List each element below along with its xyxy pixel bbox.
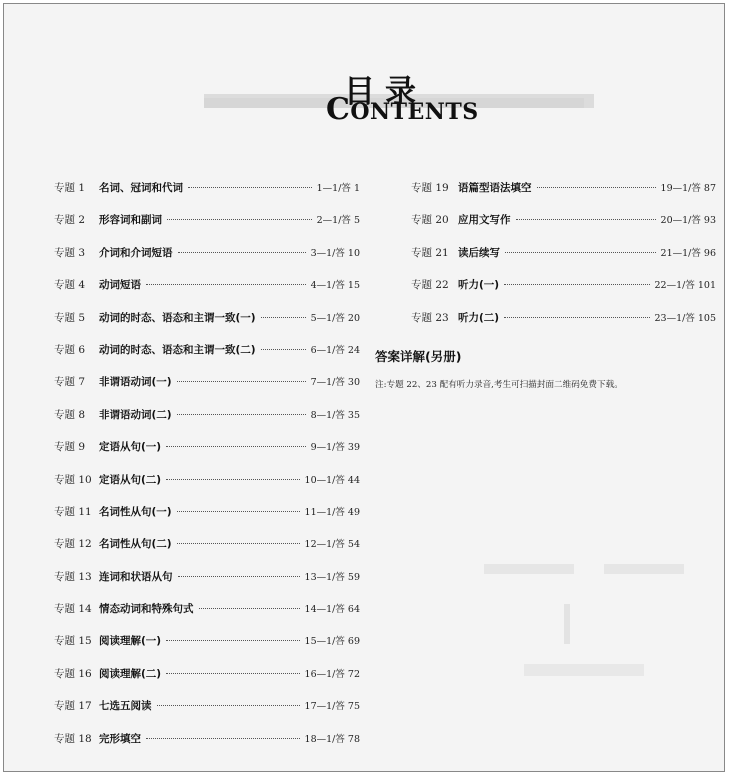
topic-title: 定语从句(一) <box>99 441 162 454</box>
toc-entry <box>411 212 716 244</box>
toc-entry <box>54 601 360 633</box>
topic-number: 专题 21 <box>411 246 449 259</box>
topic-title: 名词性从句(一) <box>99 505 172 518</box>
toc-entry <box>411 245 716 277</box>
topic-number: 专题 1 <box>54 182 86 194</box>
show-through-block <box>524 664 644 676</box>
topic-number: 专题 5 <box>54 311 86 324</box>
topic-number: 专题 9 <box>54 441 86 454</box>
toc-entry <box>54 245 360 277</box>
toc-entry <box>54 504 360 536</box>
topic-title: 情态动词和特殊句式 <box>99 603 194 616</box>
dot-leader <box>516 219 656 220</box>
show-through-block <box>484 564 574 574</box>
page-reference: 9—1/答 39 <box>310 442 360 454</box>
dot-leader <box>166 479 299 480</box>
title-english-rest: ONTENTS <box>350 99 479 125</box>
dot-leader <box>178 252 306 253</box>
dot-leader <box>177 381 306 382</box>
page-reference: 23—1/答 105 <box>654 312 716 324</box>
topic-title: 非谓语动词(二) <box>99 408 172 421</box>
page-reference: 18—1/答 78 <box>304 733 360 745</box>
topic-number: 专题 13 <box>54 570 92 583</box>
page-reference: 6—1/答 24 <box>310 344 360 356</box>
topic-title: 语篇型语法填空 <box>458 182 532 194</box>
toc-entry <box>54 310 360 342</box>
topic-title: 听力(二) <box>458 311 500 324</box>
toc-entry <box>54 633 360 665</box>
topic-number: 专题 2 <box>54 214 86 227</box>
topic-title: 连词和状语从句 <box>99 570 173 583</box>
toc-entry <box>411 277 716 309</box>
dot-leader <box>505 252 656 253</box>
topic-number: 专题 18 <box>54 732 92 745</box>
page-reference: 4—1/答 15 <box>310 280 360 292</box>
topic-title: 完形填空 <box>99 732 141 745</box>
dot-leader <box>146 738 300 739</box>
topic-number: 专题 23 <box>411 311 449 324</box>
topic-number: 专题 8 <box>54 408 86 421</box>
show-through-block <box>564 604 570 644</box>
topic-title: 读后续写 <box>458 246 500 259</box>
page-reference: 22—1/答 101 <box>654 280 716 292</box>
topic-number: 专题 11 <box>54 505 92 518</box>
page-reference: 11—1/答 49 <box>304 506 360 518</box>
topic-title: 动词的时态、语态和主谓一致(二) <box>99 343 256 356</box>
dot-leader <box>166 640 299 641</box>
topic-number: 专题 20 <box>411 214 449 227</box>
topic-title: 七选五阅读 <box>99 700 152 713</box>
toc-entry <box>54 536 360 568</box>
toc-entry <box>411 310 716 342</box>
topic-title: 定语从句(二) <box>99 473 162 486</box>
answer-heading: 答案详解(另册) <box>375 349 462 364</box>
page-reference: 1—1/答 1 <box>316 183 360 194</box>
show-through-block <box>604 564 684 574</box>
listening-note: 注:专题 22、23 配有听力录音,考生可扫描封面二维码免费下载。 <box>375 380 623 390</box>
page-reference: 20—1/答 93 <box>660 215 716 227</box>
toc-page <box>3 3 725 772</box>
topic-title: 动词短语 <box>99 279 141 292</box>
dot-leader <box>504 284 649 285</box>
page-reference: 13—1/答 59 <box>304 571 360 583</box>
page-reference: 16—1/答 72 <box>304 668 360 680</box>
topic-title: 应用文写作 <box>458 214 511 227</box>
page-reference: 5—1/答 20 <box>310 312 360 324</box>
toc-entry <box>54 277 360 309</box>
page-reference: 12—1/答 54 <box>304 539 360 551</box>
topic-title: 名词、冠词和代词 <box>99 182 183 194</box>
dot-leader <box>166 446 305 447</box>
page-reference: 3—1/答 10 <box>310 247 360 259</box>
topic-title: 非谓语动词(一) <box>99 376 172 389</box>
topic-number: 专题 7 <box>54 376 86 389</box>
topic-number: 专题 12 <box>54 538 92 551</box>
topic-number: 专题 15 <box>54 635 92 648</box>
topic-title: 阅读理解(二) <box>99 667 162 680</box>
page-reference: 15—1/答 69 <box>304 636 360 648</box>
page-reference: 2—1/答 5 <box>316 215 360 227</box>
topic-number: 专题 17 <box>54 700 92 713</box>
dot-leader <box>261 349 306 350</box>
toc-entry <box>54 731 360 763</box>
page-reference: 17—1/答 75 <box>304 701 360 713</box>
dot-leader <box>188 187 312 188</box>
toc-entry <box>54 666 360 698</box>
toc-entry <box>411 180 716 212</box>
topic-number: 专题 19 <box>411 182 449 194</box>
toc-entry <box>54 569 360 601</box>
topic-number: 专题 6 <box>54 343 86 356</box>
toc-entry <box>54 698 360 730</box>
dot-leader <box>199 608 300 609</box>
title-chinese: 目录 <box>344 74 426 110</box>
dot-leader <box>177 543 300 544</box>
page-reference: 19—1/答 87 <box>660 183 716 194</box>
title-english <box>326 92 479 127</box>
toc-entry <box>54 407 360 439</box>
dot-leader <box>504 317 649 318</box>
dot-leader <box>166 673 299 674</box>
topic-number: 专题 14 <box>54 603 92 616</box>
toc-left-column <box>54 180 360 763</box>
topic-title: 动词的时态、语态和主谓一致(一) <box>99 311 256 324</box>
title-english-initial: C <box>326 92 351 127</box>
toc-entry <box>54 180 360 212</box>
dot-leader <box>167 219 312 220</box>
topic-number: 专题 10 <box>54 473 92 486</box>
toc-entry <box>54 439 360 471</box>
dot-leader <box>178 576 300 577</box>
toc-entry <box>54 472 360 504</box>
topic-number: 专题 3 <box>54 246 86 259</box>
dot-leader <box>261 317 306 318</box>
page-reference: 7—1/答 30 <box>310 377 360 389</box>
contents-header <box>4 62 725 127</box>
topic-title: 听力(一) <box>458 279 500 292</box>
dot-leader <box>177 511 300 512</box>
dot-leader <box>537 187 656 188</box>
topic-title: 名词性从句(二) <box>99 538 172 551</box>
topic-number: 专题 16 <box>54 667 92 680</box>
toc-entry <box>54 374 360 406</box>
page-reference: 21—1/答 96 <box>660 247 716 259</box>
dot-leader <box>177 414 306 415</box>
topic-title: 介词和介词短语 <box>99 246 173 259</box>
dot-leader <box>146 284 306 285</box>
toc-entry <box>54 342 360 374</box>
topic-number: 专题 4 <box>54 279 86 292</box>
page-reference: 10—1/答 44 <box>304 474 360 486</box>
topic-title: 形容词和副词 <box>99 214 162 227</box>
topic-title: 阅读理解(一) <box>99 635 162 648</box>
topic-number: 专题 22 <box>411 279 449 292</box>
page-reference: 14—1/答 64 <box>304 604 360 616</box>
page-reference: 8—1/答 35 <box>310 409 360 421</box>
toc-entry <box>54 212 360 244</box>
dot-leader <box>157 705 300 706</box>
toc-right-column <box>411 180 716 342</box>
